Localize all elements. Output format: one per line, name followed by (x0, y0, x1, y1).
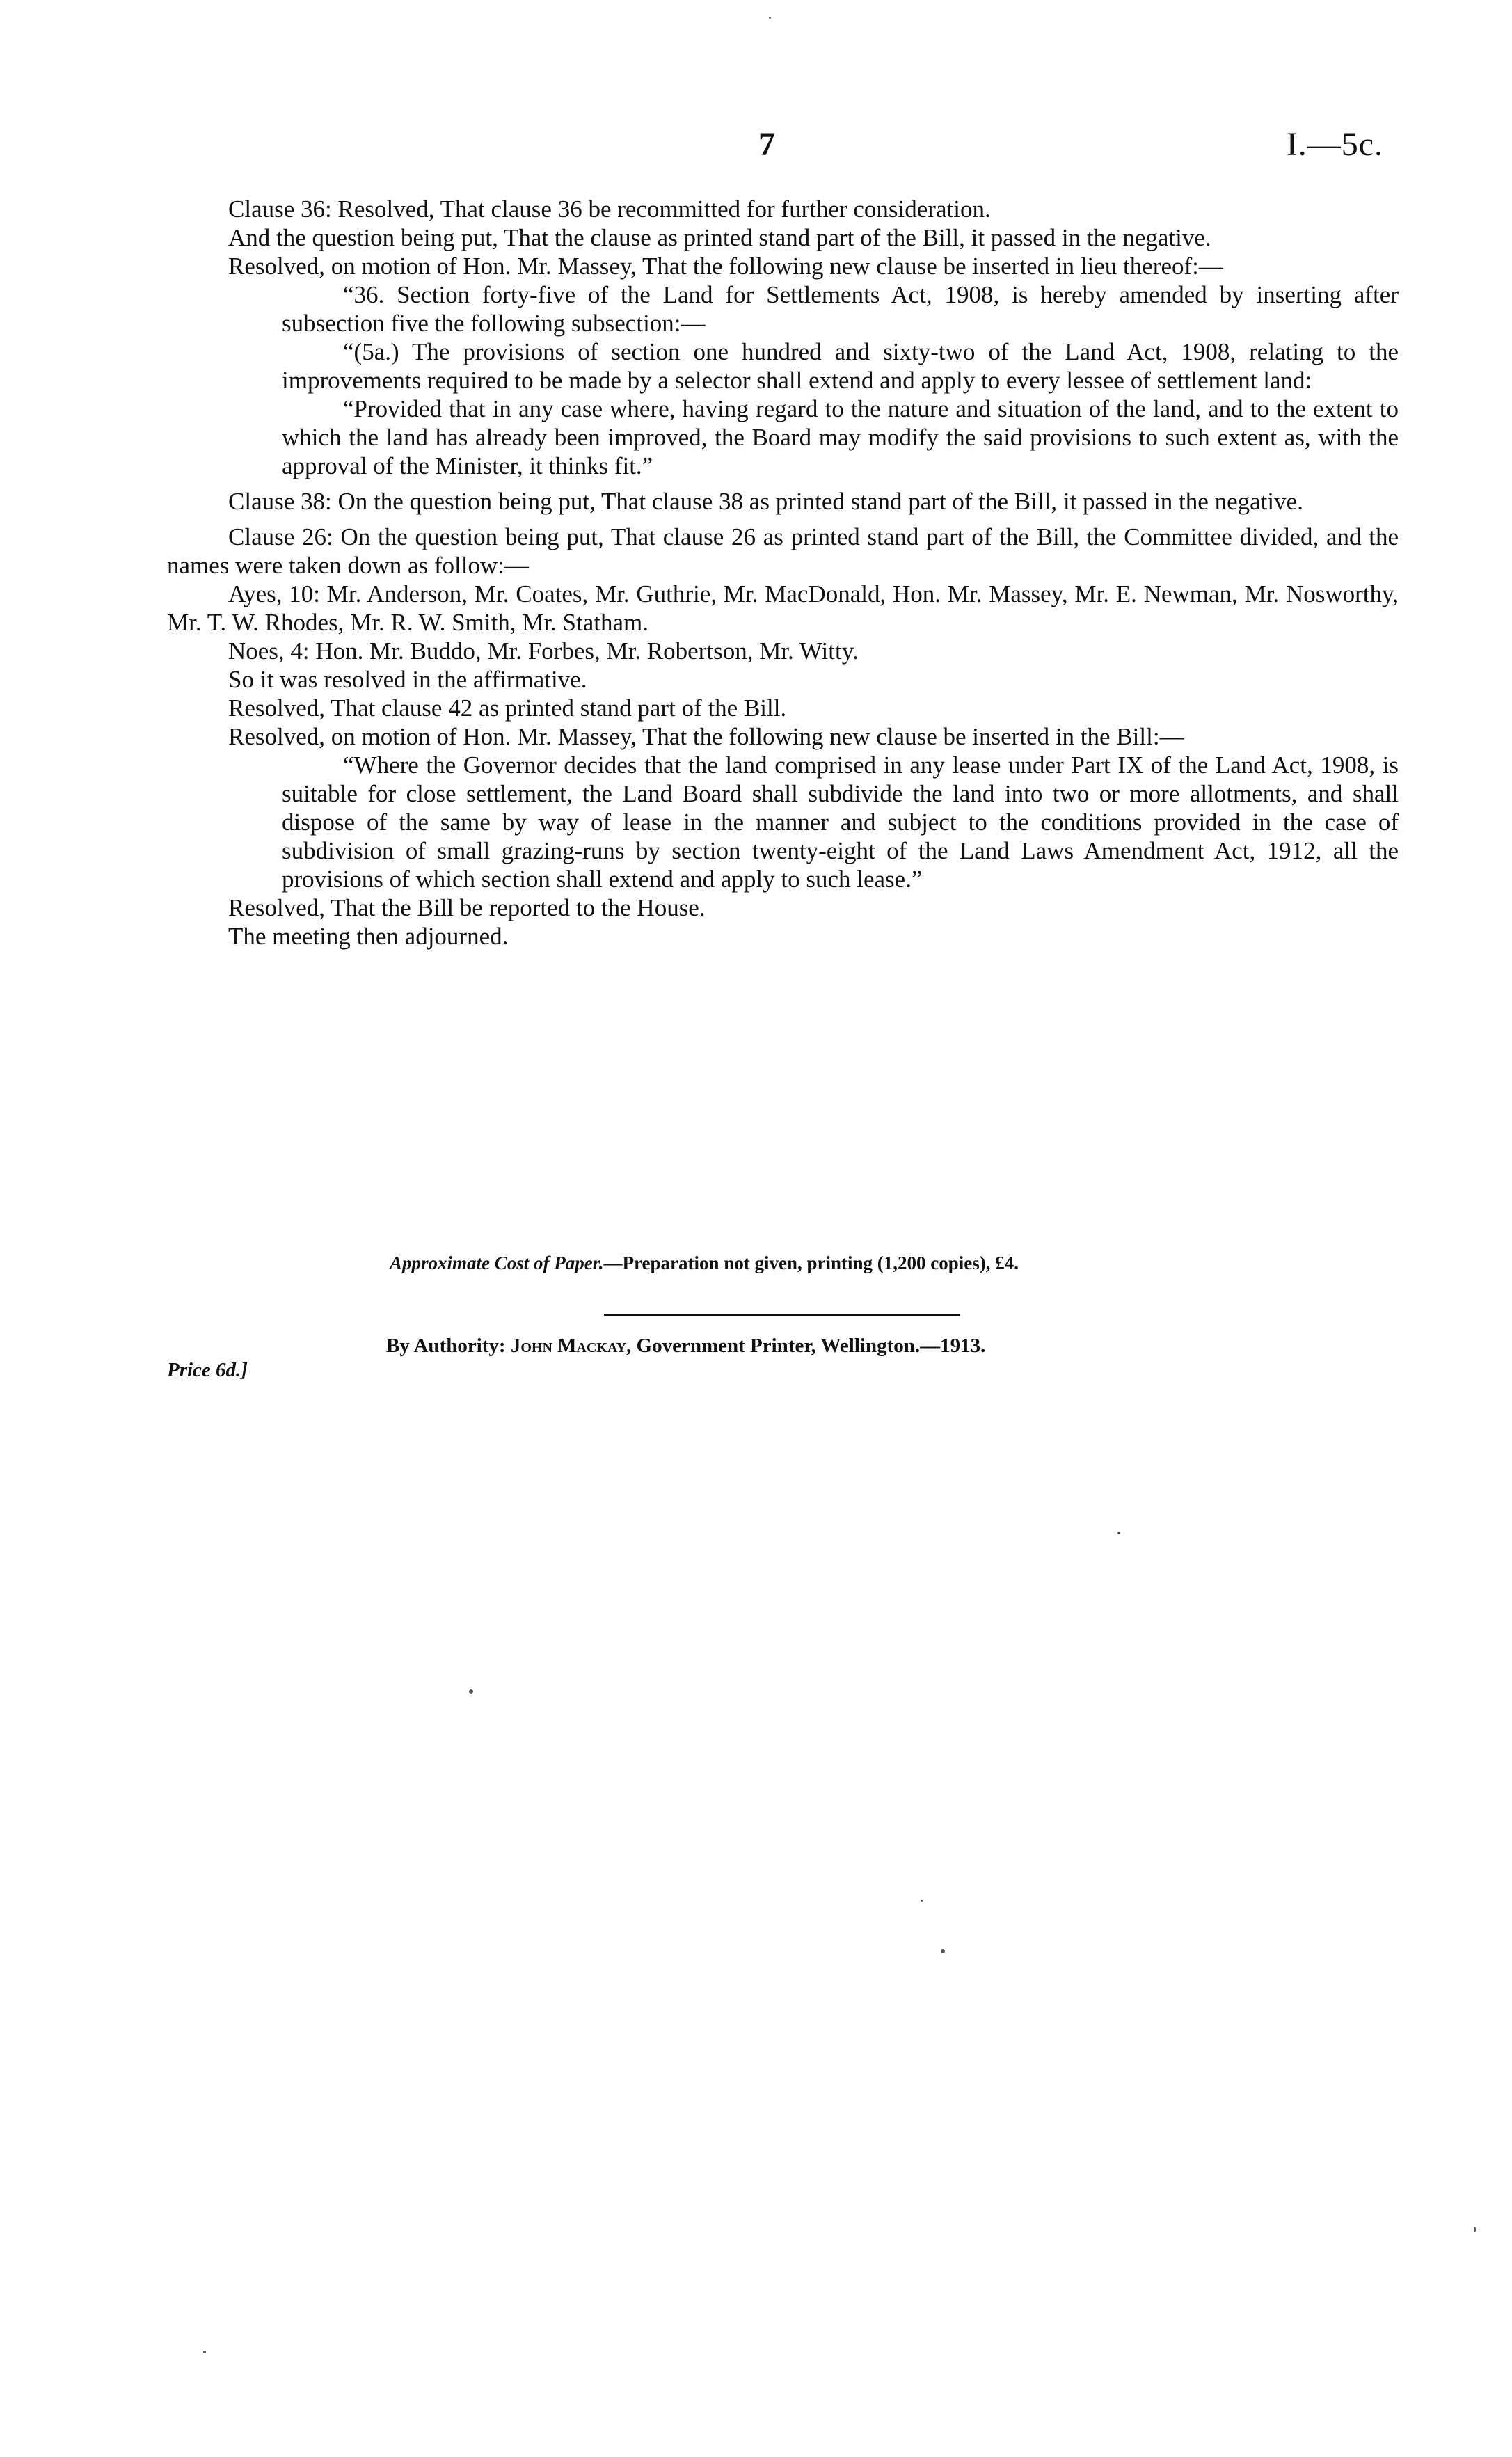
paragraph-clause-26: Clause 26: On the question being put, That clause 26 as printed stand part of the Bill, the Committee divided, and the names were taken down as follow:— (167, 523, 1399, 579)
paragraph-clause-36: Clause 36: Resolved, That clause 36 be recommitted for further consideration. (228, 196, 991, 223)
paragraph-clause-38: Clause 38: On the question being put, That clause 38 as printed stand part of the Bill, it passed in the negative. (228, 488, 1303, 515)
printer-name: John Mackay (510, 1335, 627, 1357)
quote-governor-clause: “Where the Governor decides that the land comprised in any lease under Part IX of the Land Act, 1908, is suitable for close settlement, the Land Board shall subdivide the land into two or more allotments, and shall dispose of the same by way of lease in the manner and subject to the conditions provided in the case of subdivision of small grazing-runs by section twenty-eight of the Land Laws Amendment Act, 1912, all the provisions of which section shall extend and apply to such lease.” (282, 752, 1399, 893)
page-number: 7 (758, 126, 775, 163)
paragraph-affirmative: So it was resolved in the affirmative. (228, 666, 587, 693)
cost-label: Approximate Cost of Paper. (390, 1253, 604, 1273)
paragraph-ayes: Ayes, 10: Mr. Anderson, Mr. Coates, Mr. Guthrie, Mr. MacDonald, Hon. Mr. Massey, Mr. E. Newman, Mr. Nosworthy, Mr. T. W. Rhodes, Mr. R. W. Smith, Mr. Statham. (167, 580, 1399, 636)
ink-speck (921, 1900, 923, 1902)
paper-series-number: I.—5c. (1286, 126, 1383, 163)
cost-of-paper-line (390, 1253, 1197, 1274)
paragraph-clause-42: Resolved, That clause 42 as printed stand part of the Bill. (228, 694, 787, 722)
ink-speck (1474, 2227, 1476, 2232)
footer-divider (604, 1314, 960, 1316)
cost-text: —Preparation not given, printing (1,200 copies), £4. (603, 1253, 1019, 1273)
paragraph-new-clause-motion: Resolved, on motion of Hon. Mr. Massey, That the following new clause be inserted in lieu thereof:— (228, 253, 1223, 280)
ink-speck (469, 1689, 473, 1694)
paragraph-adjourned: The meeting then adjourned. (228, 923, 509, 950)
minutes-body (167, 195, 1399, 951)
ink-speck (769, 17, 771, 19)
paragraph-noes: Noes, 4: Hon. Mr. Buddo, Mr. Forbes, Mr. Robertson, Mr. Witty. (228, 637, 859, 665)
paragraph-new-clause-bill: Resolved, on motion of Hon. Mr. Massey, That the following new clause be inserted in the Bill:— (228, 723, 1184, 750)
quote-proviso: “Provided that in any case where, having regard to the nature and situation of the land, and to the extent to which the land has already been improved, the Board may modify the said provisions to such extent as, with the approval of the Minister, it thinks fit.” (282, 395, 1399, 479)
quote-subsection-5a: “(5a.) The provisions of section one hundred and sixty-two of the Land Act, 1908, relating to the improvements required to be made by a selector shall extend and apply to every lessee of settlement land: (282, 338, 1399, 394)
quote-section-36: “36. Section forty-five of the Land for Settlements Act, 1908, is hereby amended by inserting after subsection five the following subsection:— (282, 281, 1399, 337)
price-label: Price 6d.] (167, 1359, 248, 1381)
paragraph-reported: Resolved, That the Bill be reported to the House. (228, 894, 706, 921)
authority-line (386, 1335, 985, 1358)
ink-speck (941, 1949, 945, 1953)
ink-speck (1117, 1532, 1120, 1534)
ink-speck (203, 2351, 206, 2353)
authority-rest: , Government Printer, Wellington.—1913. (626, 1335, 986, 1357)
paragraph-question-put: And the question being put, That the clause as printed stand part of the Bill, it passed in the negative. (228, 224, 1211, 251)
authority-label: By Authority: (386, 1335, 506, 1357)
